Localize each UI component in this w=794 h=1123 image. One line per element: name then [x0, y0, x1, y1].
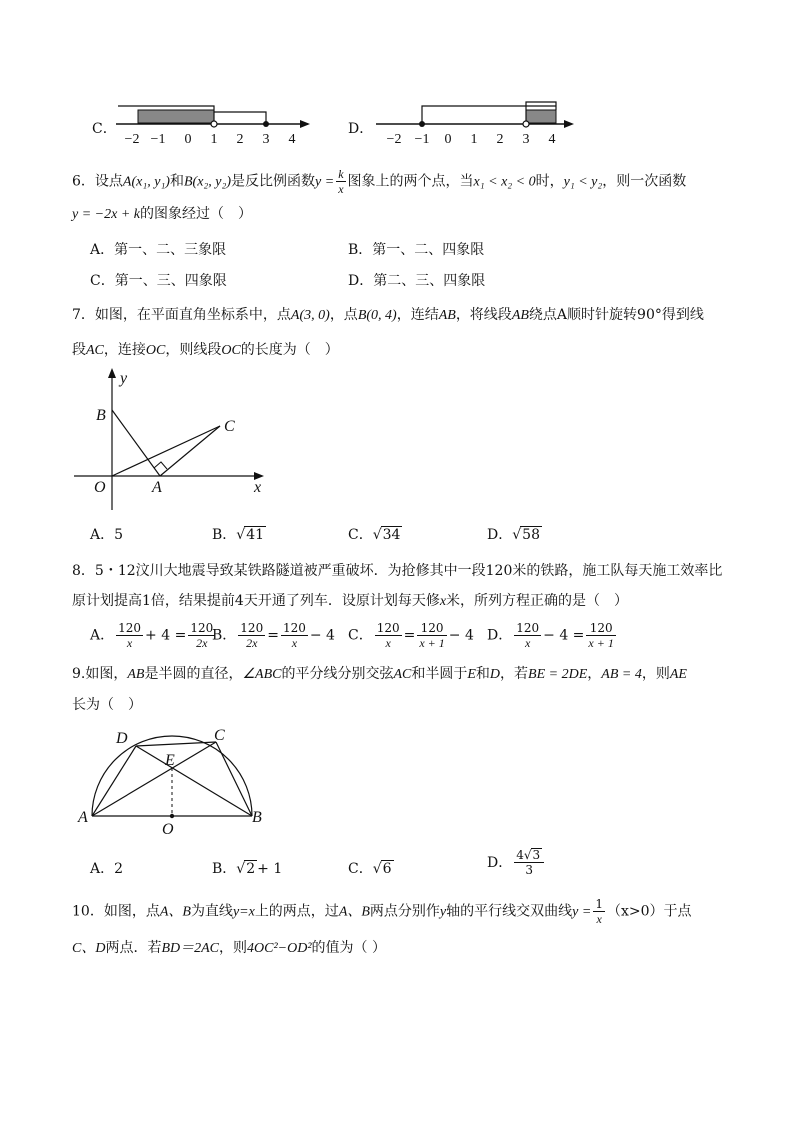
q7-option-b	[212, 524, 266, 544]
tail: − 4	[309, 627, 335, 644]
question-number: 6．	[72, 173, 95, 190]
math-var: OC	[221, 343, 241, 358]
text: 绕点A顺时针旋转	[528, 307, 638, 323]
math-var: AC	[86, 343, 104, 358]
open-point	[211, 121, 217, 127]
q9-option-c	[348, 858, 394, 878]
text: 设点	[94, 173, 123, 190]
text: ，将线段	[455, 307, 512, 323]
sqrt-icon: √	[372, 527, 382, 543]
q7-option-a: A．5	[90, 527, 124, 543]
numerator: 120	[240, 621, 264, 635]
fraction	[417, 622, 446, 649]
numerator: 120	[586, 622, 615, 636]
denominator: x	[596, 912, 602, 926]
text: ，则线段	[165, 342, 222, 358]
text: ，则	[219, 940, 248, 956]
radicand: 41	[246, 527, 265, 543]
numerator: k	[338, 167, 344, 181]
math-coords: (x₁, y₁)	[131, 174, 170, 190]
text: 和半圆于	[411, 666, 468, 682]
denominator: x	[338, 182, 344, 196]
numerator: 120	[282, 621, 306, 635]
bracket-right	[214, 112, 266, 123]
q6-line-2	[72, 206, 252, 224]
tail: + 1	[257, 861, 283, 877]
text: 是反比例函数	[231, 173, 316, 190]
tail: − 4	[448, 627, 474, 644]
q8-line-1: 8．5・12汶川大地震导致某铁路隧道被严重破坏．为抢修其中一段120米的铁路，施工队每天施工效率比	[72, 563, 723, 579]
operator: + 4 =	[145, 627, 187, 644]
tick-label: 3	[522, 132, 530, 146]
fraction	[281, 622, 308, 649]
text: 时，	[535, 173, 564, 190]
q6-option-c: C．第一、三、四象限	[90, 273, 227, 289]
closed-point	[263, 121, 269, 127]
center-point	[170, 814, 174, 818]
text: 7．如图，在平面直角坐标系中，点	[72, 307, 291, 323]
math-var: AE	[669, 667, 687, 682]
math-var: x	[439, 594, 447, 609]
math-expr: x₁ < x₂ < 0	[473, 174, 536, 190]
option-letter: C．	[348, 527, 373, 543]
math-var: OC	[145, 343, 166, 358]
text: 9.如图，	[72, 666, 128, 682]
text: 轴的平行线交双曲线	[446, 903, 573, 920]
math-expr: y=x	[232, 904, 255, 920]
fraction	[514, 622, 541, 649]
tick-label: −1	[150, 132, 166, 146]
label-c: C	[214, 727, 225, 744]
text: ，点	[329, 307, 358, 323]
fraction	[514, 848, 544, 876]
q5-option-d-letter: D．	[348, 121, 374, 137]
denominator: x + 1	[419, 636, 445, 650]
chord-dc	[136, 742, 216, 746]
text: 于点	[663, 903, 692, 920]
sqrt-icon: √	[523, 848, 532, 862]
q7-line-1	[72, 307, 704, 325]
tick-label: 1	[470, 132, 478, 146]
text: 得到线	[661, 307, 704, 323]
numerator: 120	[516, 621, 540, 635]
text: 为直线	[190, 903, 233, 920]
denominator: x	[126, 636, 133, 650]
sqrt-icon: √	[512, 527, 522, 543]
tick-label: 3	[262, 132, 270, 146]
text: 图象上的两个点，当	[347, 173, 474, 190]
radicand: 3	[532, 848, 541, 862]
text: 的长度为（ ）	[240, 342, 339, 358]
q6-option-b: B．第一、二、四象限	[348, 242, 485, 258]
q7-option-d	[487, 524, 542, 544]
text: 米，所列方程正确的是（ ）	[446, 593, 629, 609]
label-d: D	[116, 730, 128, 747]
sqrt-icon: √	[236, 527, 246, 543]
math-var: A	[122, 174, 132, 190]
fraction-1-over-x	[593, 898, 605, 925]
text: 两点．若	[105, 940, 162, 956]
numerator: 120	[190, 621, 214, 635]
chord-ad	[92, 746, 136, 816]
q10-line-1	[72, 898, 692, 925]
operator: =	[403, 627, 416, 644]
radicand: 6	[382, 861, 392, 877]
q6-option-a: A．第一、二、三象限	[90, 242, 227, 258]
math-expr: y = −2x + k	[72, 207, 140, 222]
text: ，连接	[103, 342, 146, 358]
q9-option-a: A．2	[90, 861, 124, 877]
q9-option-b	[212, 858, 282, 878]
q8-option-b	[212, 622, 335, 649]
q5-option-c-number-line	[112, 98, 317, 146]
q8-option-d	[487, 622, 618, 649]
denominator: 2x	[196, 636, 208, 650]
fraction	[586, 622, 615, 649]
text: 是半圆的直径，	[144, 666, 243, 682]
label-e: E	[165, 752, 175, 769]
numerator	[514, 848, 544, 863]
option-letter: C．	[348, 861, 373, 877]
text: 段	[72, 342, 86, 358]
q8-option-a	[90, 622, 217, 649]
math-var: AB	[127, 667, 145, 682]
q9-line-1	[72, 666, 687, 684]
option-letter: C．	[348, 627, 373, 644]
math-var: B	[183, 174, 193, 190]
axis-arrow	[564, 120, 574, 128]
q9-line-2: 长为（ ）	[72, 697, 142, 713]
operator: − 4 =	[543, 627, 585, 644]
math-var: AB	[511, 308, 529, 323]
tick-label: −1	[414, 132, 430, 146]
denominator: 3	[525, 863, 534, 877]
math-expr: 90°	[637, 307, 662, 323]
label-x: x	[254, 479, 262, 496]
text: ，若	[500, 666, 529, 682]
q8-line-2	[72, 593, 628, 611]
tick-label: −2	[124, 132, 140, 146]
tick-label: 1	[210, 132, 218, 146]
option-letter: D．	[487, 855, 513, 871]
closed-point	[419, 121, 425, 127]
fraction	[375, 622, 402, 649]
text: ，则	[641, 666, 670, 682]
q5-option-c-letter: C．	[92, 121, 117, 137]
text: 原计划提高1倍，结果提前4天开通了列车．设原计划每天修	[72, 593, 440, 609]
label-c: C	[224, 418, 235, 435]
text: 的值为（ ）	[311, 940, 386, 956]
math-expr: ∠ABC	[242, 667, 282, 682]
math-expr: BD＝2AC	[161, 941, 220, 956]
fraction	[238, 622, 265, 649]
shaded-region	[526, 110, 556, 123]
math-var: A、B	[159, 904, 191, 920]
y-axis-arrow	[108, 368, 116, 378]
math-coords: (x₂, y₂)	[192, 174, 232, 190]
segment-ac	[160, 426, 220, 476]
option-letter: B．	[212, 527, 237, 543]
text: ，则一次函数	[602, 173, 687, 190]
label-o: O	[162, 821, 174, 838]
tick-label: −2	[386, 132, 402, 146]
radicand: 2	[246, 861, 256, 877]
label-y: y	[120, 370, 128, 387]
option-letter: B．	[212, 627, 237, 644]
math-var: y	[439, 904, 447, 920]
text: 和	[475, 666, 490, 682]
denominator: 2x	[246, 636, 258, 650]
option-letter: A．	[90, 627, 115, 644]
fraction	[116, 622, 143, 649]
shaded-region	[138, 110, 214, 123]
q7-line-2	[72, 342, 339, 360]
math-var: A、B	[338, 904, 370, 920]
text: 10．如图，点	[72, 903, 160, 920]
option-letter: D．	[487, 627, 513, 644]
fraction-k-over-x	[336, 168, 345, 195]
q5-option-d-number-line	[368, 98, 580, 146]
math-var: AB	[438, 308, 456, 323]
math-point: A(3, 0)	[290, 308, 330, 323]
open-point	[523, 121, 529, 127]
text: 的图象经过（ ）	[139, 206, 252, 222]
math-expr: y₁ < y₂	[563, 174, 603, 190]
right-angle-mark	[154, 462, 167, 469]
numerator: 120	[118, 621, 142, 635]
math-var: C、D	[72, 941, 106, 956]
tick-label: 4	[548, 132, 556, 146]
tick-label: 0	[444, 132, 452, 146]
radicand: 34	[382, 527, 401, 543]
math-var: AC	[393, 667, 412, 682]
label-b: B	[252, 809, 262, 826]
sqrt-icon: √	[236, 861, 246, 877]
math-expr: y =	[315, 174, 335, 190]
math-var: D	[489, 667, 501, 682]
option-letter: D．	[487, 527, 513, 543]
numerator: 120	[417, 622, 446, 636]
label-a: A	[152, 479, 162, 496]
math-expr: BE = 2DE	[528, 667, 588, 682]
label-o: O	[94, 479, 106, 496]
q8-option-c	[348, 622, 474, 649]
text: 的平分线分别交弦	[281, 666, 394, 682]
math-expr: y =	[572, 904, 592, 920]
option-letter: B．	[212, 861, 237, 877]
radicand: 58	[522, 527, 540, 543]
tick-label: 4	[288, 132, 296, 146]
math-expr: 4OC²−OD²	[247, 941, 312, 956]
axis-arrow	[300, 120, 310, 128]
tick-label: 2	[236, 132, 244, 146]
tick-label: 2	[496, 132, 504, 146]
text: 上的两点，过	[254, 903, 339, 920]
text: 和	[169, 173, 184, 190]
text: ，	[587, 666, 602, 682]
denominator: x + 1	[588, 636, 614, 650]
label-a: A	[78, 809, 88, 826]
math-point: B(0, 4)	[357, 308, 397, 323]
text: ，连结	[396, 307, 439, 323]
math-var: E	[467, 667, 476, 682]
label-b: B	[96, 407, 106, 424]
math-expr: AB = 4	[601, 667, 642, 682]
text: 两点分别作	[369, 903, 440, 920]
coefficient: 4	[516, 848, 524, 862]
q9-semicircle-figure	[74, 724, 274, 840]
q6-line-1	[72, 168, 686, 195]
chord-ac	[92, 742, 216, 816]
sqrt-icon: √	[372, 861, 382, 877]
q7-option-c	[348, 524, 402, 544]
operator: =	[267, 627, 279, 644]
denominator: x	[525, 636, 531, 650]
q6-option-d: D．第二、三、四象限	[348, 273, 486, 289]
denominator: x	[385, 636, 391, 650]
numerator: 1	[595, 897, 603, 911]
q9-option-d	[487, 848, 546, 876]
segment-ab	[112, 410, 160, 476]
numerator: 120	[376, 621, 400, 635]
denominator: x	[291, 636, 298, 650]
q7-coordinate-figure	[68, 364, 278, 512]
condition: （x>0）	[606, 903, 664, 920]
tick-label: 0	[184, 132, 192, 146]
q10-line-2	[72, 940, 386, 958]
